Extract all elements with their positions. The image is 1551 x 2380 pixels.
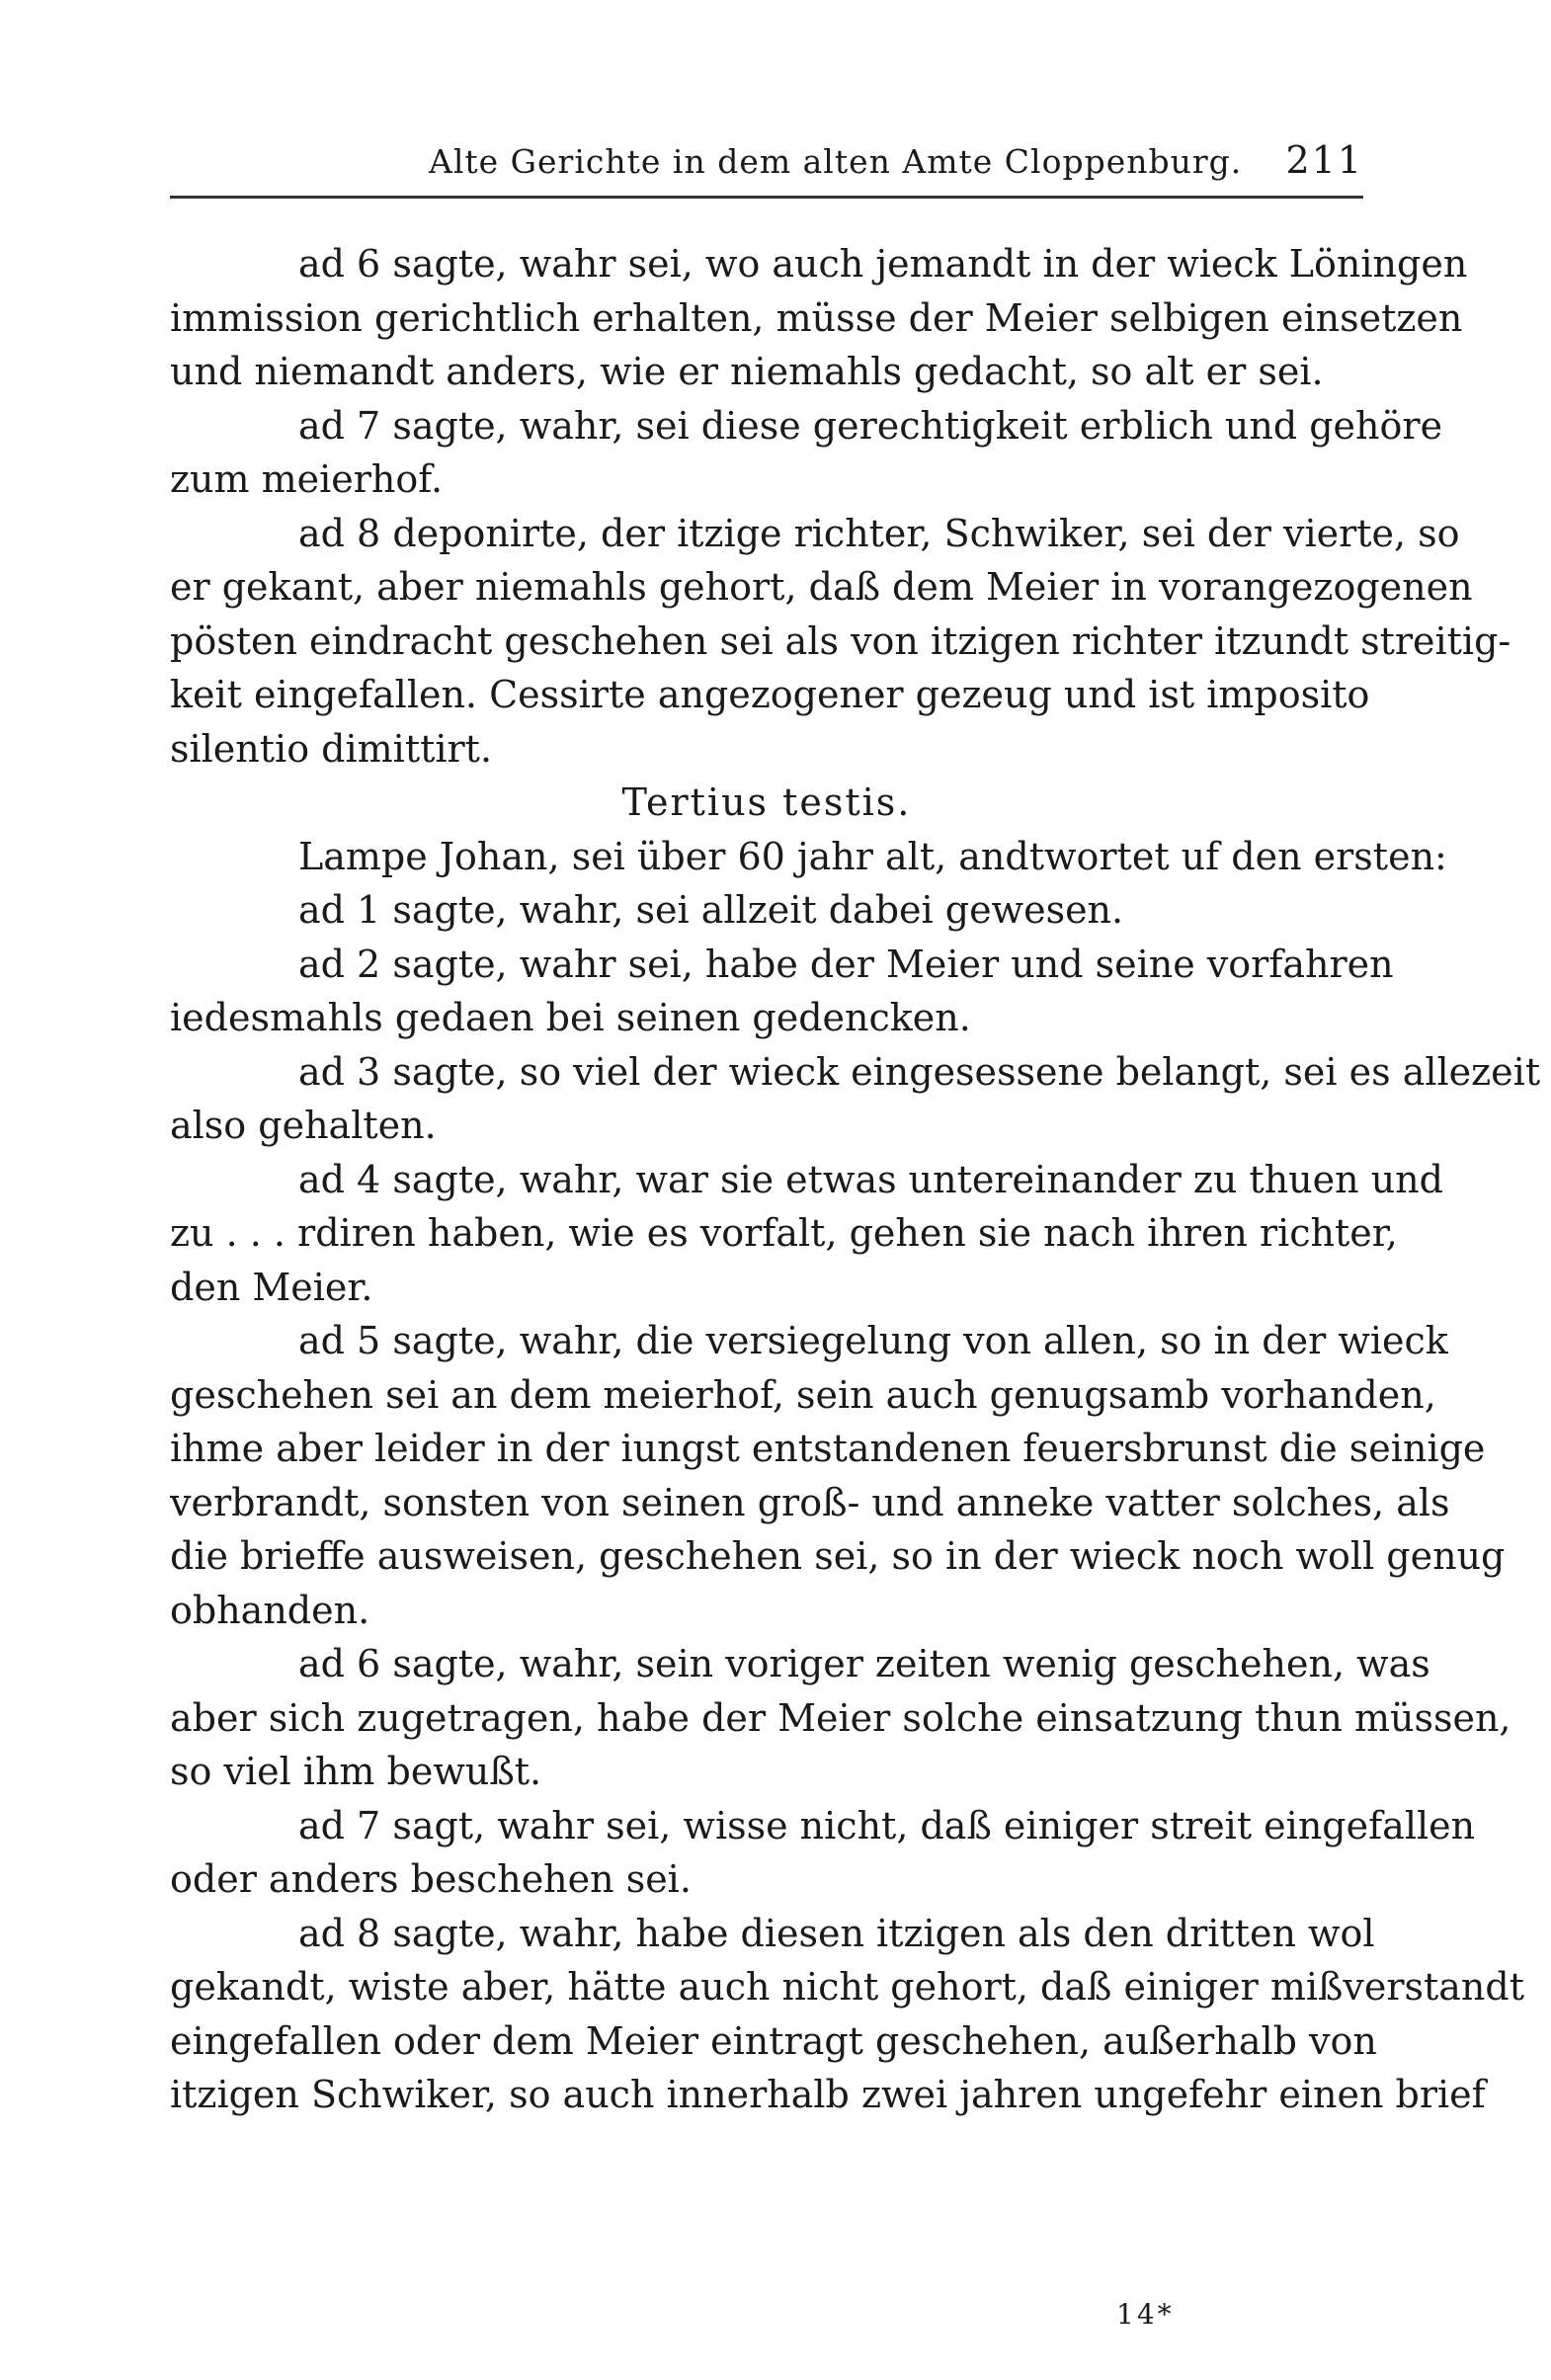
text-line: so viel ihm bewußt. <box>170 1750 542 1793</box>
text-line: also gehalten. <box>170 1104 437 1147</box>
text-line: ad 2 sagte, wahr sei, habe der Meier und seine vorfahren <box>298 942 1394 986</box>
text-line: ad 8 deponirte, der itzige richter, Schwiker, sei der vierte, so <box>298 511 1460 555</box>
text-line: eingefallen oder dem Meier eintragt geschehen, außerhalb von <box>170 2018 1377 2063</box>
page-body <box>170 237 1541 2122</box>
text-line: immission gerichtlich erhalten, müsse der Meier selbigen einsetzen <box>170 295 1463 340</box>
text-line: pösten eindracht geschehen sei als von itzigen richter itzundt streitig- <box>170 618 1511 663</box>
text-line: gekandt, wiste aber, hätte auch nicht gehort, daß einiger mißverstandt <box>170 1965 1525 2009</box>
text-line: ad 6 sagte, wahr sei, wo auch jemandt in der wieck Löningen <box>298 242 1468 286</box>
text-line: zum meierhof. <box>170 457 444 501</box>
page-header <box>170 138 1363 190</box>
text-line: iedesmahls gedaen bei seinen gedencken. <box>170 996 971 1039</box>
text-line: Lampe Johan, sei über 60 jahr alt, andtwortet uf den ersten: <box>298 834 1447 878</box>
text-line: aber sich zugetragen, habe der Meier solche einsatzung thun müssen, <box>170 1695 1511 1740</box>
text-line: zu . . . rdiren haben, wie es vorfalt, gehen sie nach ihren richter, <box>170 1211 1398 1255</box>
section-heading: Tertius testis. <box>621 780 912 824</box>
signature-mark: 14* <box>1116 2298 1175 2331</box>
page-number: 211 <box>1285 138 1363 182</box>
text-line: ad 4 sagte, wahr, war sie etwas untereinander zu thuen und <box>298 1157 1443 1201</box>
text-line: silentio dimittirt. <box>170 726 493 771</box>
text-line: verbrandt, sonsten von seinen groß- und anneke vatter solches, als <box>170 1480 1450 1524</box>
text-line: obhanden. <box>170 1588 370 1632</box>
text-line: den Meier. <box>170 1265 373 1309</box>
text-line: ad 6 sagte, wahr, sein voriger zeiten wenig geschehen, was <box>298 1642 1430 1685</box>
running-title: Alte Gerichte in dem alten Amte Cloppenburg. <box>429 142 1243 181</box>
text-line: ad 7 sagte, wahr, sei diese gerechtigkeit erblich und gehöre <box>298 403 1443 448</box>
text-line: ad 1 sagte, wahr, sei allzeit dabei gewesen. <box>298 888 1124 932</box>
text-line: ad 5 sagte, wahr, die versiegelung von allen, so in der wieck <box>298 1319 1448 1362</box>
text-line: oder anders beschehen sei. <box>170 1857 692 1901</box>
text-line: die brieffe ausweisen, geschehen sei, so in der wieck noch woll genug <box>170 1534 1506 1578</box>
text-line: itzigen Schwiker, so auch innerhalb zwei jahren ungefehr einen brief <box>170 2073 1486 2116</box>
text-line: und niemandt anders, wie er niemahls gedacht, so alt er sei. <box>170 350 1324 393</box>
text-line: ad 7 sagt, wahr sei, wisse nicht, daß einiger streit eingefallen <box>298 1803 1476 1847</box>
text-line: ihme aber leider in der iungst entstandenen feuersbrunst die seinige <box>170 1427 1486 1470</box>
text-line: geschehen sei an dem meierhof, sein auch genugsamb vorhanden, <box>170 1372 1436 1417</box>
text-line: ad 8 sagte, wahr, habe diesen itzigen als den dritten wol <box>298 1911 1375 1955</box>
text-line: keit eingefallen. Cessirte angezogener gezeug und ist imposito <box>170 673 1370 716</box>
text-line: er gekant, aber niemahls gehort, daß dem Meier in vorangezogenen <box>170 565 1473 609</box>
header-rule <box>170 196 1363 199</box>
text-line: ad 3 sagte, so viel der wieck eingesessene belangt, sei es allezeit <box>298 1049 1541 1094</box>
